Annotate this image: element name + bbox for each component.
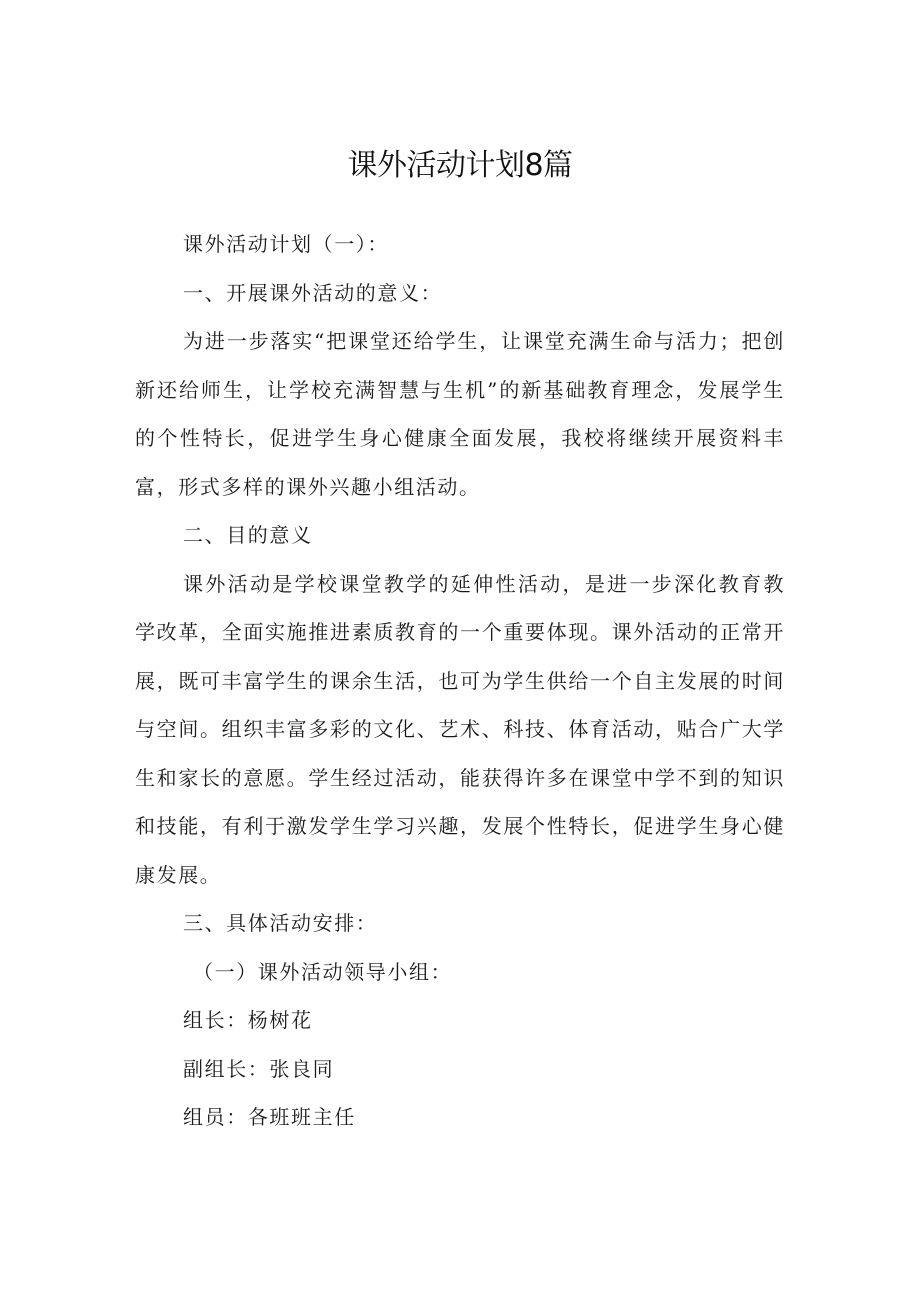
document-body [135, 220, 785, 1142]
plan-subtitle: 课外活动计划（一）： [183, 232, 389, 256]
deputy-leader-line: 副组长：张良同 [183, 1056, 335, 1081]
members-line: 组员：各班班主任 [183, 1105, 356, 1129]
section-heading-arrangement: 三、具体活动安排： [183, 911, 378, 935]
subsection-leadership-group: （一）课外活动领导小组： [193, 959, 453, 984]
paragraph-purpose: 课外活动是学校课堂教学的延伸性活动，是进一步深化教育教学改革，全面实施推进素质教育的一个重要体现。课外活动的正常开展，既可丰富学生的课余生活，也可为学生供给一个自主发展的时间与空间。组织丰富多彩的文化、艺术、科技、体育活动，贴合广大学生和家长的意愿。学生经过活动，能获得许多在课堂中学不到的知识和技能，有利于激发学生学习兴趣，发展个性特长，促进学生身心健康发展。 [135, 571, 785, 887]
section-heading-significance: 一、开展课外活动的意义： [183, 280, 443, 305]
paragraph-significance: 为进一步落实“把课堂还给学生，让课堂充满生命与活力；把创新还给师生，让学校充满智慧与生机”的新基础教育理念，发展学生的个性特长，促进学生身心健康全面发展，我校将继续开展资料丰富，形式多样的课外兴趣小组活动。 [135, 329, 785, 499]
document-title: 课外活动计划8篇 [347, 148, 573, 183]
leader-line: 组长：杨树花 [183, 1008, 313, 1032]
section-heading-purpose: 二、目的意义 [183, 523, 313, 547]
